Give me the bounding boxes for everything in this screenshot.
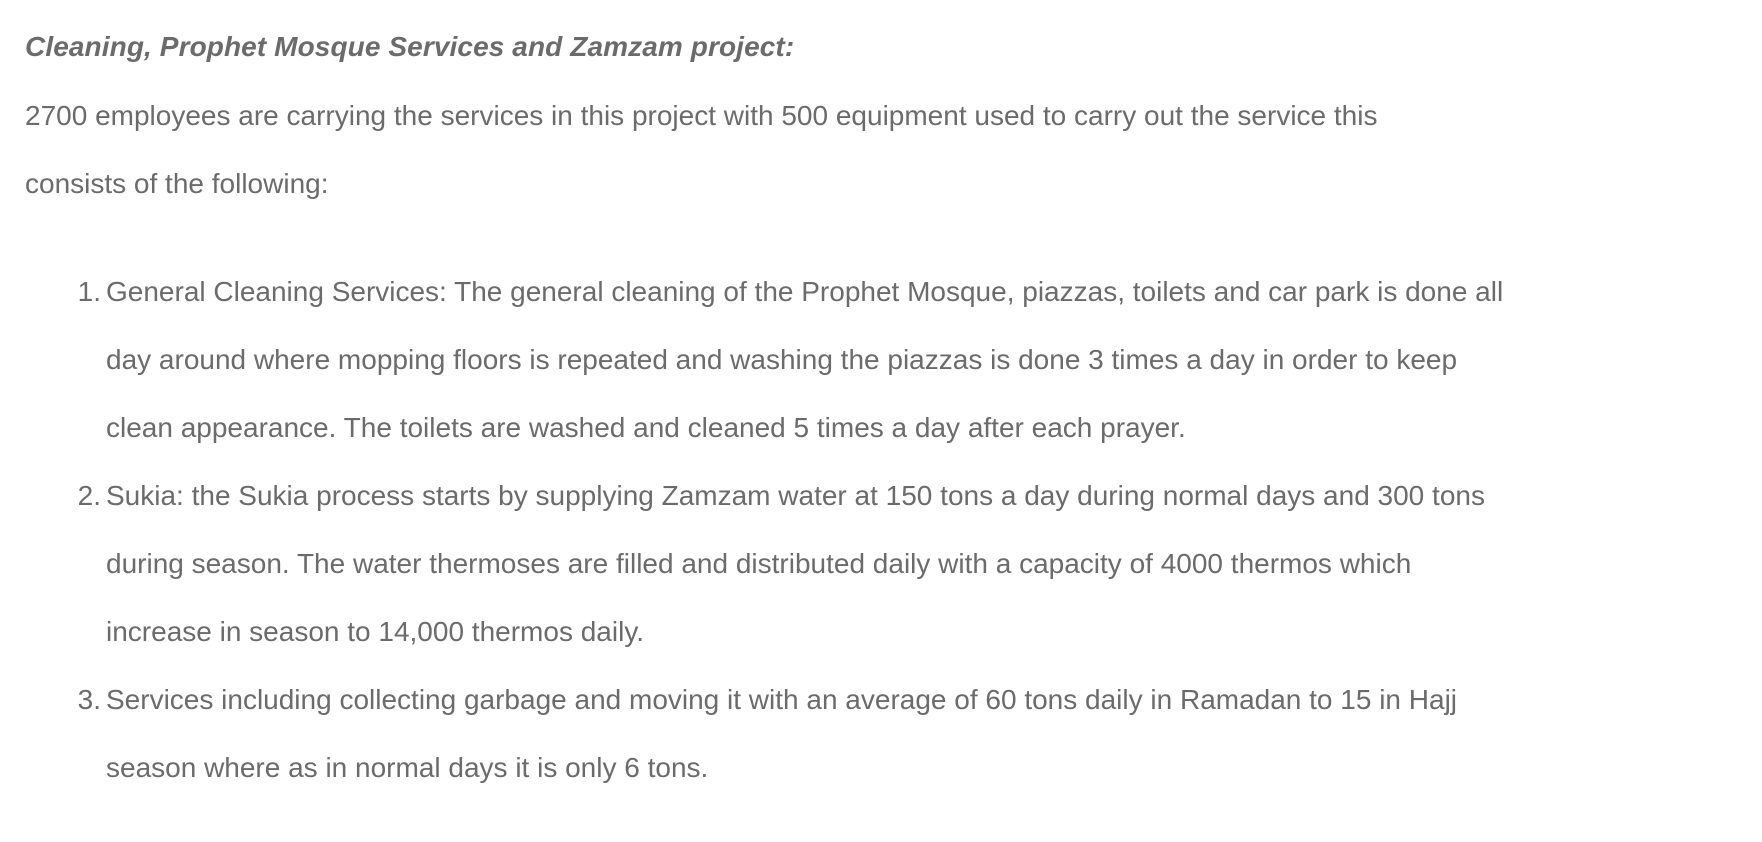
list-item-general-cleaning [77, 258, 1737, 462]
list-item-line: season where as in normal days it is only 6 tons. [106, 752, 709, 783]
intro-paragraph [25, 82, 1625, 218]
list-item-line: Services including collecting garbage and moving it with an average of 60 tons daily in Ramadan to 15 in Hajj [106, 684, 1458, 715]
list-number: 1. [77, 276, 101, 307]
list-item-sukia [77, 462, 1737, 666]
services-list [25, 258, 1737, 802]
list-number: 3. [77, 684, 101, 715]
list-item-line: day around where mopping floors is repeated and washing the piazzas is done 3 times a day in order to keep [106, 344, 1458, 375]
section-heading: Cleaning, Prophet Mosque Services and Zamzam project: [25, 31, 795, 62]
list-item-garbage-services [77, 666, 1737, 802]
list-item-line: General Cleaning Services: The general cleaning of the Prophet Mosque, piazzas, toilets and car park is done all [106, 276, 1504, 307]
intro-line: 2700 employees are carrying the services in this project with 500 equipment used to carry out the service this [25, 100, 1378, 131]
list-item-line: clean appearance. The toilets are washed and cleaned 5 times a day after each prayer. [106, 412, 1186, 443]
intro-line: consists of the following: [25, 168, 329, 199]
list-item-line: increase in season to 14,000 thermos daily. [106, 616, 645, 647]
list-number: 2. [77, 480, 101, 511]
list-item-line: Sukia: the Sukia process starts by supplying Zamzam water at 150 tons a day during normal days and 300 tons [106, 480, 1485, 511]
list-item-line: during season. The water thermoses are filled and distributed daily with a capacity of 4000 thermos which [106, 548, 1412, 579]
